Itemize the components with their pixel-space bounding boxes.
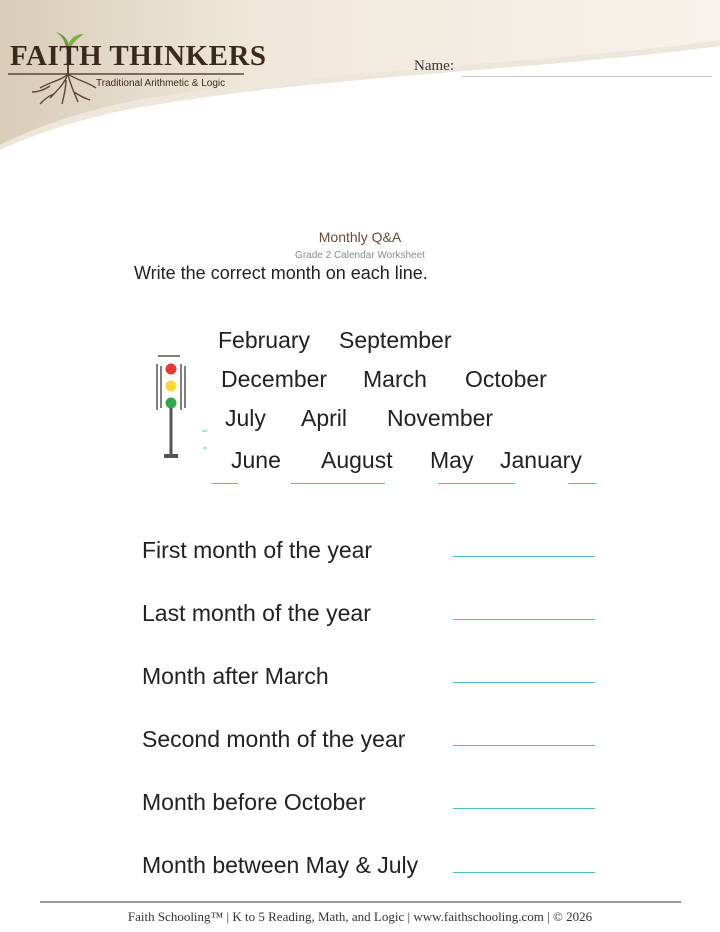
word-bank-underline bbox=[568, 483, 596, 484]
brand-tagline: Traditional Arithmetic & Logic bbox=[96, 78, 226, 89]
word-bank-month: July bbox=[225, 405, 266, 431]
answer-line[interactable] bbox=[453, 682, 595, 683]
question-text: Month after March bbox=[142, 663, 329, 689]
word-bank-month: May bbox=[430, 447, 474, 473]
word-bank-underline bbox=[212, 483, 238, 484]
answer-line[interactable] bbox=[453, 745, 595, 746]
question-text: First month of the year bbox=[142, 537, 373, 563]
brand-logo bbox=[4, 28, 267, 108]
brand-title: FAITH THINKERS bbox=[10, 40, 267, 72]
word-bank-month: January bbox=[500, 447, 582, 473]
word-bank-month: June bbox=[231, 447, 281, 473]
answer-line[interactable] bbox=[453, 556, 595, 557]
name-label: Name: bbox=[414, 58, 454, 74]
question-text: Second month of the year bbox=[142, 726, 406, 752]
word-bank-month: February bbox=[218, 327, 311, 353]
answer-line[interactable] bbox=[453, 808, 595, 809]
word-bank-month: March bbox=[363, 366, 427, 392]
answer-line[interactable] bbox=[453, 619, 595, 620]
word-bank-month: April bbox=[301, 405, 348, 431]
word-bank-month: November bbox=[387, 405, 494, 431]
word-bank-month: October bbox=[465, 366, 547, 392]
word-bank-underline bbox=[291, 483, 385, 484]
word-bank-month: August bbox=[321, 447, 393, 473]
worksheet-subtitle: Grade 2 Calendar Worksheet bbox=[295, 250, 425, 261]
word-bank-month: September bbox=[339, 327, 452, 353]
question-text: Month before October bbox=[142, 789, 366, 815]
footer-text: Faith Schooling™ | K to 5 Reading, Math, and Logic | www.faithschooling.com | © 2026 bbox=[127, 909, 593, 924]
instructions: Write the correct month on each line. bbox=[134, 263, 428, 283]
traffic-light-icon bbox=[150, 352, 210, 462]
word-bank-month: December bbox=[221, 366, 328, 392]
question-text: Month between May & July bbox=[142, 852, 419, 878]
name-field[interactable] bbox=[462, 76, 712, 77]
worksheet-title: Monthly Q&A bbox=[318, 229, 402, 245]
answer-line[interactable] bbox=[453, 872, 595, 873]
word-bank-underline bbox=[438, 483, 515, 484]
question-text: Last month of the year bbox=[142, 600, 371, 626]
footer-divider bbox=[40, 901, 681, 903]
